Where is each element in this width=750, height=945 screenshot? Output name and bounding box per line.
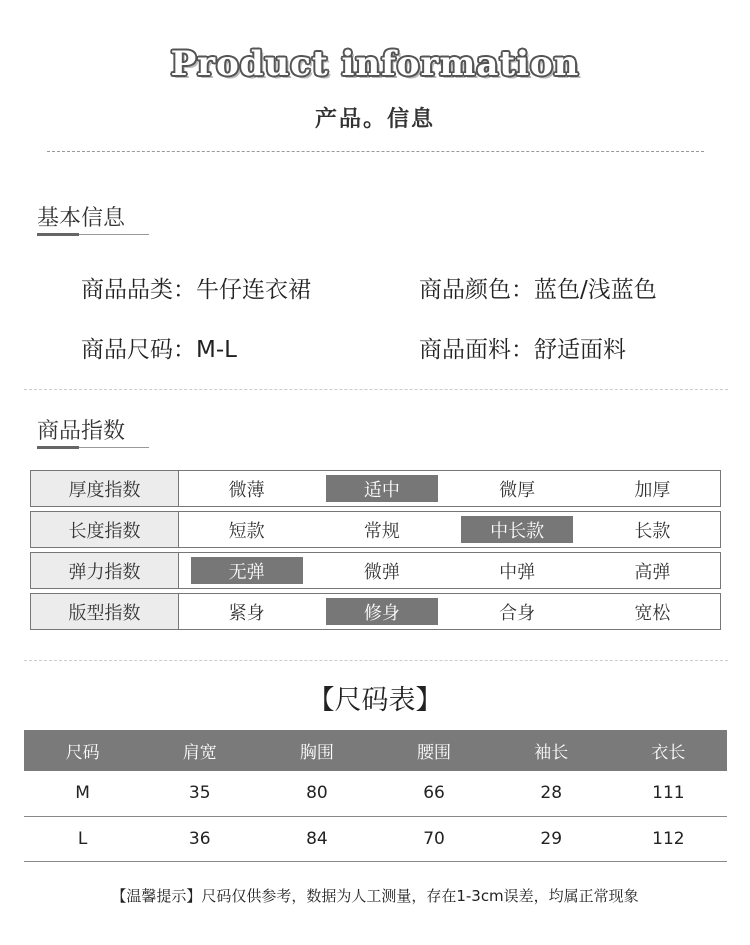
heading-accent (37, 233, 79, 236)
size-table-header-row (24, 730, 727, 771)
header-size: 尺码 (24, 730, 141, 771)
heading-accent (37, 446, 79, 449)
table-cell: 70 (375, 816, 492, 861)
index-option (585, 553, 720, 588)
index-row (30, 511, 721, 548)
index-option (585, 594, 720, 629)
size-chart-title: 【尺码表】 (307, 685, 443, 716)
index-option-text: 适中 (326, 475, 438, 502)
size-table (24, 730, 727, 862)
index-option (179, 471, 314, 506)
header-waist: 腰围 (375, 730, 492, 771)
table-cell: 66 (375, 771, 492, 816)
index-option-text: 修身 (326, 598, 438, 625)
index-label: 厚度指数 (31, 471, 179, 506)
index-label: 长度指数 (31, 512, 179, 547)
section-divider (24, 660, 728, 661)
index-option-text: 微厚 (499, 479, 536, 501)
index-option (314, 512, 449, 547)
index-row (30, 552, 721, 589)
section-divider (24, 389, 728, 390)
index-option-text: 中弹 (499, 561, 536, 583)
table-cell: 80 (258, 771, 375, 816)
index-heading (37, 414, 149, 448)
table-cell: M (24, 771, 141, 816)
index-option-text: 常规 (363, 520, 400, 542)
index-option-selected (314, 471, 449, 506)
index-heading-text: 商品指数 (37, 419, 126, 444)
index-option (179, 594, 314, 629)
info-size: 商品尺码：M-L (81, 337, 237, 363)
index-option-selected (179, 553, 314, 588)
page-title: Product information (170, 44, 580, 84)
index-option-text: 短款 (228, 520, 265, 542)
header-shoulder: 肩宽 (141, 730, 258, 771)
index-option-text: 合身 (499, 602, 536, 624)
header-length: 衣长 (610, 730, 727, 771)
index-option-text: 高弹 (634, 561, 671, 583)
top-divider (47, 151, 704, 152)
index-option (585, 512, 720, 547)
index-option-text: 紧身 (228, 602, 265, 624)
index-label: 弹力指数 (31, 553, 179, 588)
table-cell: 29 (493, 816, 610, 861)
header-bust: 胸围 (258, 730, 375, 771)
info-category: 商品品类：牛仔连衣裙 (81, 277, 311, 303)
basic-info-heading-text: 基本信息 (37, 206, 126, 231)
index-option-text: 宽松 (634, 602, 671, 624)
table-cell: 111 (610, 771, 727, 816)
footer-note: 【温馨提示】尺码仅供参考，数据为人工测量，存在1-3cm误差，均属正常现象 (111, 887, 639, 905)
index-row (30, 470, 721, 507)
index-option-selected (450, 512, 585, 547)
table-cell: L (24, 816, 141, 861)
info-fabric: 商品面料：舒适面料 (419, 337, 626, 363)
page-subtitle: 产品。信息 (314, 107, 435, 132)
index-option-text: 微弹 (363, 561, 400, 583)
index-label: 版型指数 (31, 594, 179, 629)
index-option-text: 无弹 (191, 557, 303, 584)
index-option (450, 553, 585, 588)
header-sleeve: 袖长 (493, 730, 610, 771)
index-option (314, 553, 449, 588)
index-option (450, 471, 585, 506)
table-row (24, 816, 727, 861)
index-option-text: 中长款 (461, 516, 573, 543)
table-row (24, 771, 727, 816)
info-color: 商品颜色：蓝色/浅蓝色 (419, 277, 657, 303)
basic-info-heading (37, 201, 149, 235)
index-option-text: 微薄 (228, 479, 265, 501)
table-cell: 84 (258, 816, 375, 861)
index-option-text: 长款 (634, 520, 671, 542)
index-option (450, 594, 585, 629)
table-cell: 28 (493, 771, 610, 816)
index-row (30, 593, 721, 630)
index-option-text: 加厚 (634, 479, 671, 501)
index-option (179, 512, 314, 547)
index-option-selected (314, 594, 449, 629)
index-option (585, 471, 720, 506)
table-cell: 35 (141, 771, 258, 816)
table-cell: 112 (610, 816, 727, 861)
table-cell: 36 (141, 816, 258, 861)
